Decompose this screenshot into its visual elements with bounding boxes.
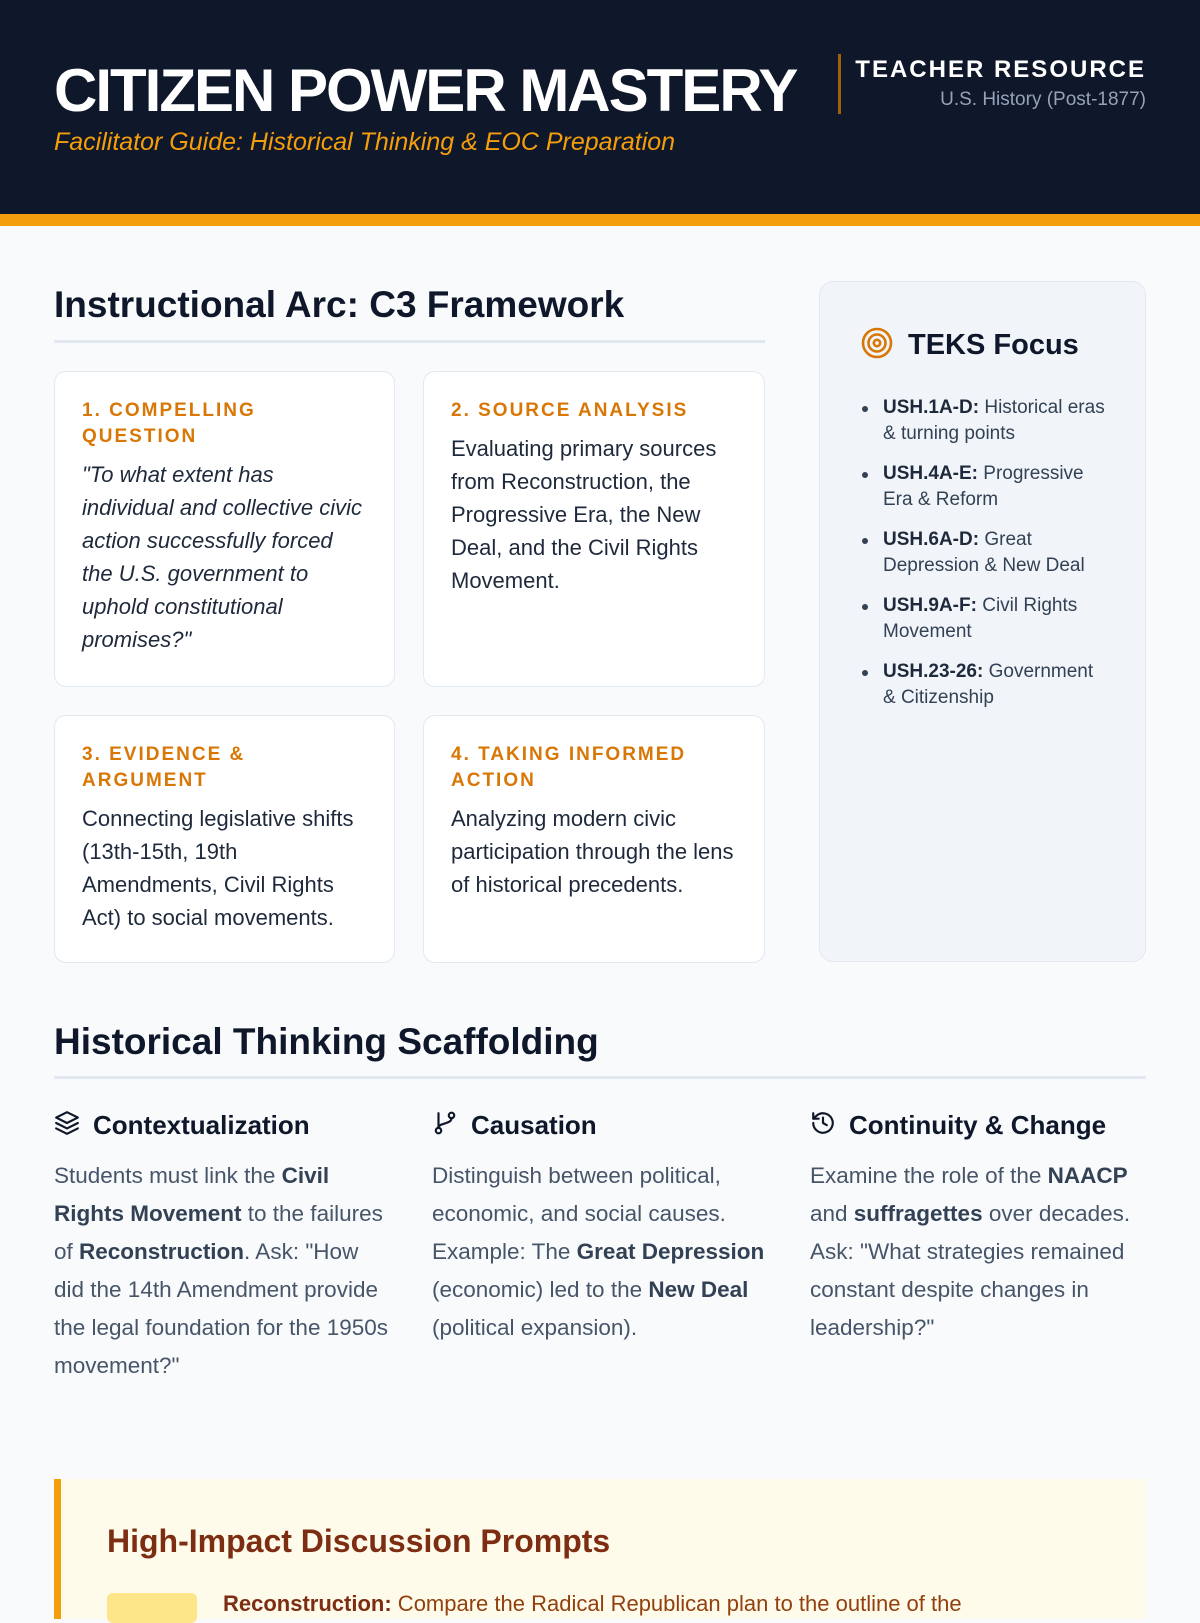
list-item: USH.23-26: Government & Citizenship <box>860 659 1105 711</box>
arc-section-title: Instructional Arc: C3 Framework <box>54 284 625 325</box>
scaffold-contextualization <box>54 1110 394 1385</box>
scaffolding-section-title: Historical Thinking Scaffolding <box>54 1021 599 1062</box>
scaffold-causation <box>432 1110 772 1347</box>
prompt-tag <box>107 1593 197 1623</box>
card-text: Connecting legislative shifts (13th-15th, 19th Amendments, Civil Rights Act) to social movements. <box>82 806 354 930</box>
arc-card-evidence-argument <box>54 715 395 963</box>
arc-section-rule <box>54 340 765 343</box>
arc-card-source-analysis <box>423 371 765 687</box>
list-item: USH.4A-E: Progressive Era & Reform <box>860 461 1105 513</box>
page-title: CITIZEN POWER MASTERY <box>54 57 797 124</box>
card-label: 2. SOURCE ANALYSIS <box>451 400 689 421</box>
scaffold-title: Contextualization <box>93 1110 310 1140</box>
teks-focus-panel <box>819 281 1146 962</box>
git-branch-icon <box>432 1110 458 1141</box>
target-icon <box>860 326 894 365</box>
resource-label: TEACHER RESOURCE <box>855 56 1146 83</box>
arc-card-compelling-question <box>54 371 395 687</box>
prompts-title: High-Impact Discussion Prompts <box>107 1523 611 1559</box>
discussion-prompts-panel <box>54 1479 1146 1619</box>
scaffold-title: Causation <box>471 1110 597 1140</box>
history-icon <box>810 1110 836 1141</box>
arc-card-informed-action <box>423 715 765 963</box>
card-label: 4. TAKING INFORMED ACTION <box>451 744 687 791</box>
scaffold-text: Students must link the Civil Rights Movement to the failures of Reconstruction. Ask: "How did the 14th Amendment provide the legal foundation for the 1950s movement?" <box>54 1163 389 1378</box>
teks-list <box>860 395 1105 711</box>
card-label: 3. EVIDENCE & ARGUMENT <box>82 744 246 791</box>
card-text: Analyzing modern civic participation through the lens of historical precedents. <box>451 806 734 897</box>
list-item: USH.1A-D: Historical eras & turning points <box>860 395 1105 447</box>
card-label: 1. COMPELLING QUESTION <box>82 400 256 447</box>
header-accent-stripe <box>0 214 1200 226</box>
page-header <box>0 0 1200 214</box>
resource-course: U.S. History (Post-1877) <box>940 89 1146 110</box>
prompt-text: Reconstruction: Compare the Radical Republican plan to the outline of the <box>223 1591 962 1616</box>
card-text: Evaluating primary sources from Reconstruction, the Progressive Era, the New Deal, and the Civil Rights Movement. <box>451 436 717 593</box>
scaffolding-section-rule <box>54 1076 1146 1079</box>
scaffold-text: Examine the role of the NAACP and suffragettes over decades. Ask: "What strategies remained constant despite changes in leadership?" <box>810 1163 1131 1340</box>
list-item: USH.9A-F: Civil Rights Movement <box>860 593 1105 645</box>
teks-title: TEKS Focus <box>908 329 1079 361</box>
card-text: "To what extent has individual and collective civic action successfully forced the U.S. government to uphold constitutional promises?" <box>82 462 363 652</box>
layers-icon <box>54 1110 80 1141</box>
page-subtitle: Facilitator Guide: Historical Thinking & EOC Preparation <box>54 128 676 156</box>
header-divider <box>838 54 841 114</box>
list-item: USH.6A-D: Great Depression & New Deal <box>860 527 1105 579</box>
scaffold-title: Continuity & Change <box>849 1110 1107 1140</box>
scaffold-text: Distinguish between political, economic, and social causes. Example: The Great Depression (economic) led to the New Deal (political expansion). <box>432 1163 765 1340</box>
scaffold-continuity-change <box>810 1110 1150 1347</box>
